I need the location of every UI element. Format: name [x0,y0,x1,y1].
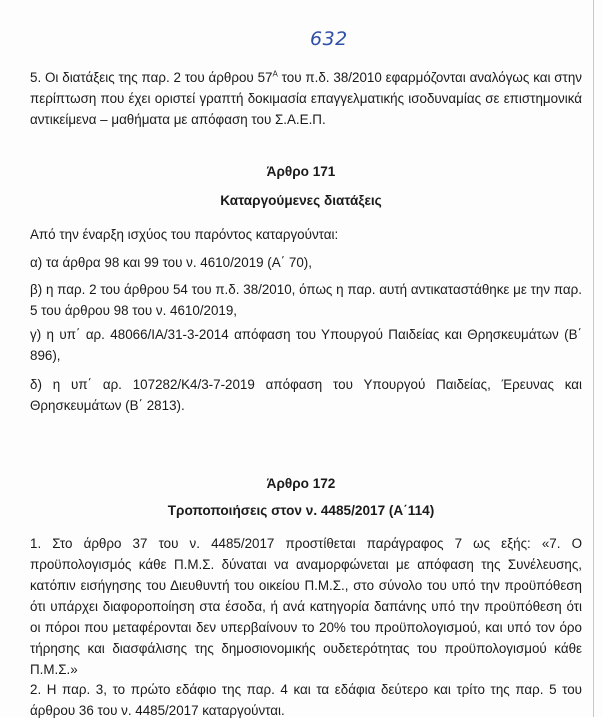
handwritten-page-number: 632 [310,28,348,50]
paragraph-5 [30,67,582,130]
article-171-item-a: α) τα άρθρα 98 και 99 του ν. 4610/2019 (Α΄ 70), [30,255,312,270]
article-172-title: Τροποποιήσεις στον ν. 4485/2017 (Α΄114) [167,503,435,518]
article-171-item-c: γ) η υπ΄ αρ. 48066/ΙΑ/31-3-2014 απόφαση του Υπουργού Παιδείας και Θρησκευμάτων (Β΄ 896), [30,327,582,363]
article-171-item-b: β) η παρ. 2 του άρθρου 54 του π.δ. 38/2010, όπως η παρ. αυτή αντικαταστάθηκε με την παρ. 5 του άρθρου 98 του ν. 4610/2019, [30,282,582,318]
paragraph-5-text-a: 5. Οι διατάξεις της παρ. 2 του άρθρου 57 [30,70,273,85]
article-171-number: Άρθρο 171 [266,164,336,179]
article-172-number: Άρθρο 172 [266,476,336,491]
article-172-paragraph-2: 2. Η παρ. 3, το πρώτο εδάφιο της παρ. 4 και τα εδάφια δεύτερο και τρίτο της παρ. 5 του άρθρου 36 του ν. 4485/2017 καταργούνται. [30,682,582,718]
paragraph-5-superscript: Α [272,69,278,79]
article-171-title: Καταργούμενες διατάξεις [220,193,382,208]
article-171-lead: Από την έναρξη ισχύος του παρόντος καταργούνται: [30,227,339,242]
article-171-item-d: δ) η υπ΄ αρ. 107282/Κ4/3-7-2019 απόφαση του Υπουργού Παιδείας, Έρευνας και Θρησκευμάτων (Β΄ 2813). [30,377,582,413]
paragraph-5-text-b: του π.δ. 38/2010 εφαρμόζονται αναλόγως και στην περίπτωση που έχει οριστεί γραπτή δοκιμασία επαγγελματικής ισοδυναμίας σε επιστημονικά αντικείμενα – μαθήματα με απόφαση του Σ.Α.Ε.Π. [30,70,582,127]
page-edge-line [593,0,594,717]
article-172-paragraph-1: 1. Στο άρθρο 37 του ν. 4485/2017 προστίθεται παράγραφος 7 ως εξής: «7. Ο προϋπολογισμός κάθε Π.Μ.Σ. δύναται να αναμορφώνεται με απόφαση της Συνέλευσης, κατόπιν εισήγησης του Διευθυντή του οικείου Π.Μ.Σ., στο σύνολο του υπό την προϋπόθεση ότι υπάρχει διαφοροποίηση στα έσοδα, ή ανά κατηγορία δαπάνης υπό την προϋπόθεση ότι οι πόροι που μεταφέρονται δεν υπερβαίνουν το 20% του προϋπολογισμού, και υπό τον όρο τήρησης και διασφάλισης της δημοσιονομικής ουδετερότητας του προϋπολογισμού κάθε Π.Μ.Σ.» [30,536,582,677]
